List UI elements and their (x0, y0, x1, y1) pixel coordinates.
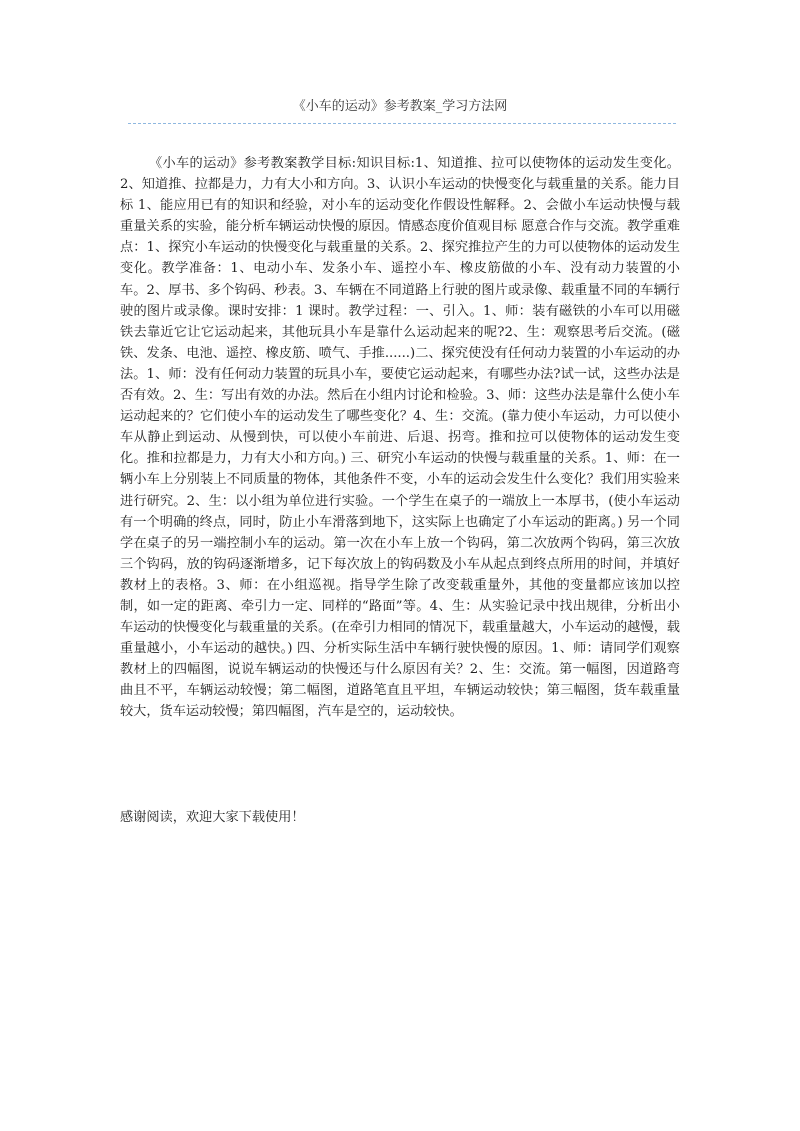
title-divider (128, 123, 676, 124)
document-body: 《小车的运动》参考教案教学目标:知识目标:1、知道推、拉可以使物体的运动发生变化。2、知道推、拉都是力，力有大小和方向。3、认识小车运动的快慢变化与载重量的关系。能力目标 1、能应用已有的知识和经验，对小车的运动变化作假设性解释。2、会做小车运动快慢与载重量关系的实验，能分析车辆运动快慢的原因。情感态度价值观目标 愿意合作与交流。教学重难点：1、探究小车运动的快慢变化与载重量的关系。2、探究推拉产生的力可以使物体的运动发生变化。教学准备：1、电动小车、发条小车、遥控小车、橡皮筋做的小车、没有动力装置的小车。2、厚书、多个钩码、秒表。3、车辆在不同道路上行驶的图片或录像、载重量不同的车辆行驶的图片或录像。课时安排：1 课时。教学过程：一、引入。1、师：装有磁铁的小车可以用磁铁去靠近它让它运动起来，其他玩具小车是靠什么运动起来的呢?2、生：观察思考后交流。(磁铁、发条、电池、遥控、橡皮筋、喷气、手推......)二、探究使没有任何动力装置的小车运动的办法。1、师：没有任何动力装置的玩具小车，要使它运动起来，有哪些办法?试一试，这些办法是否有效。2、生：写出有效的办法。然后在小组内讨论和检验。3、师：这些办法是靠什么使小车运动起来的？它们使小车的运动发生了哪些变化？4、生：交流。(靠力使小车运动，力可以使小车从静止到运动、从慢到快，可以使小车前进、后退、拐弯。推和拉可以使物体的运动发生变化。推和拉都是力，力有大小和方向。) 三、研究小车运动的快慢与载重量的关系。1、师：在一辆小车上分别装上不同质量的物体，其他条件不变，小车的运动会发生什么变化？我们用实验来进行研究。2、生：以小组为单位进行实验。一个学生在桌子的一端放上一本厚书，(使小车运动有一个明确的终点，同时，防止小车滑落到地下，这实际上也确定了小车运动的距离。) 另一个同学在桌子的另一端控制小车的运动。第一次在小车上放一个钩码，第二次放两个钩码，第三次放三个钩码，放的钩码逐渐增多，记下每次放上的钩码数及小车从起点到终点所用的时间，并填好教材上的表格。3、师：在小组巡视。指导学生除了改变载重量外，其他的变量都应该加以控制，如一定的距离、牵引力一定、同样的“路面”等。4、生：从实验记录中找出规律，分析出小车运动的快慢变化与载重量的关系。(在牵引力相同的情况下，载重量越大，小车运动的越慢，载重量越小，小车运动的越快。) 四、分析实际生活中车辆行驶快慢的原因。1、师：请同学们观察教材上的四幅图，说说车辆运动的快慢还与什么原因有关？2、生：交流。第一幅图，因道路弯曲且不平，车辆运动较慢；第二幅图，道路笔直且平坦，车辆运动较快；第三幅图，货车载重量较大，货车运动较慢；第四幅图，汽车是空的，运动较快。 (120, 156, 680, 720)
document-title: 《小车的运动》参考教案_学习方法网 (292, 99, 508, 114)
closing-note: 感谢阅读，欢迎大家下载使用！ (120, 810, 305, 825)
